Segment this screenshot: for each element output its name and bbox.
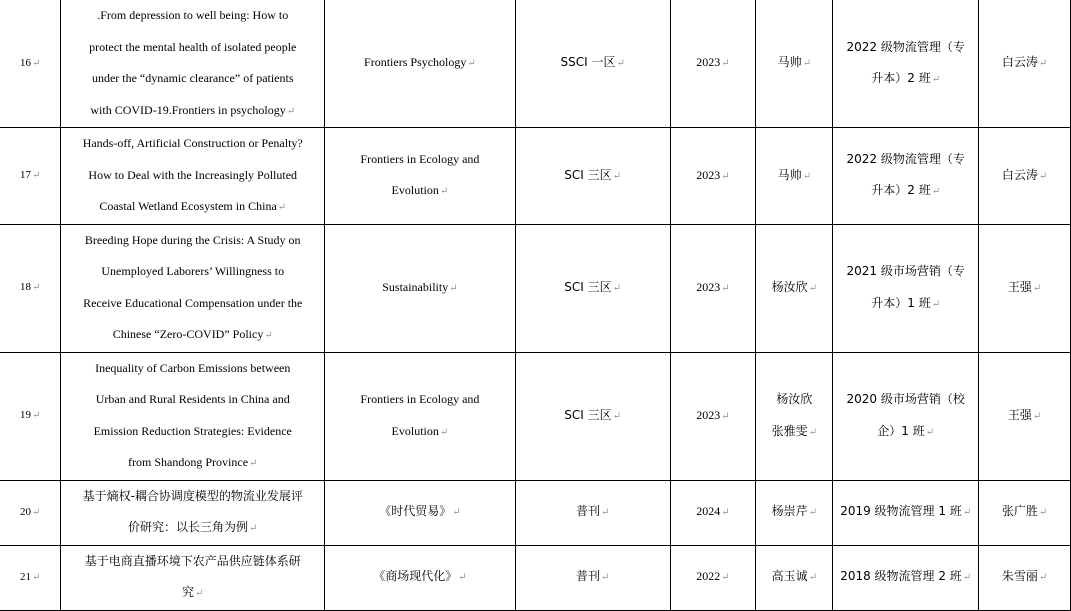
author-cell-line: 马帅 <box>777 55 802 70</box>
paper-title-cell-line: 基于电商直播环境下农产品供应链体系研 <box>84 553 301 568</box>
journal-cell-line: Evolution <box>391 183 439 198</box>
paragraph-mark-icon: ↵ <box>721 170 730 182</box>
paragraph-mark-icon: ↵ <box>32 410 41 422</box>
row-number-cell-line: 16 <box>20 56 32 69</box>
paragraph-mark-icon: ↵ <box>600 507 610 519</box>
author-cell <box>756 128 833 225</box>
paper-title-cell-line: 基于熵权-耦合协调度模型的物流业发展评 <box>82 488 303 503</box>
year-cell-line: 2023 <box>696 167 721 182</box>
paragraph-mark-icon: ↵ <box>1038 572 1048 584</box>
class-cell-line: 2021 级市场营销（专 <box>846 264 965 278</box>
paragraph-mark-icon: ↵ <box>32 506 41 518</box>
author-cell-line: 杨汝欣 <box>771 279 808 294</box>
paragraph-mark-icon: ↵ <box>802 58 812 70</box>
paper-title-cell-line: Hands-off, Artificial Construction or Penalty? <box>82 136 303 150</box>
paragraph-mark-icon: ↵ <box>721 572 730 584</box>
class-cell-line: 升本）2 班 <box>871 183 931 198</box>
paper-title-cell-line: protect the mental health of isolated people <box>89 39 297 54</box>
paragraph-mark-icon: ↵ <box>721 410 730 422</box>
level-cell-line: SCI 三区 <box>564 407 612 422</box>
paragraph-mark-icon: ↵ <box>1038 58 1048 70</box>
row-number-cell-line: 21 <box>20 570 32 583</box>
paragraph-mark-icon: ↵ <box>277 202 287 213</box>
paper-title-cell-line: Receive Educational Compensation under the <box>83 295 303 310</box>
row-number-cell-line: 20 <box>20 505 32 518</box>
paper-title-cell-line: from Shandong Province <box>128 455 249 469</box>
year-cell <box>670 224 756 352</box>
year-cell-line: 2023 <box>696 407 721 422</box>
advisor-cell-line: 朱雪丽 <box>1001 569 1038 584</box>
paragraph-mark-icon: ↵ <box>808 572 818 584</box>
paper-title-cell-line: Chinese “Zero-COVID” Policy <box>112 327 264 341</box>
year-cell <box>670 128 756 225</box>
class-cell-line: 升本）1 班 <box>871 295 931 310</box>
level-cell-line: 普刊 <box>575 569 600 584</box>
advisor-cell <box>979 545 1071 610</box>
table-row <box>0 0 1071 128</box>
paragraph-mark-icon: ↵ <box>616 58 625 70</box>
paper-title-cell-line: Coastal Wetland Ecosystem in China <box>99 199 277 213</box>
class-cell <box>833 128 979 225</box>
paragraph-mark-icon: ↵ <box>439 426 449 438</box>
advisor-cell <box>979 480 1071 545</box>
class-cell <box>833 480 979 545</box>
paragraph-mark-icon: ↵ <box>32 170 41 181</box>
author-cell <box>756 480 833 545</box>
journal-cell <box>325 128 516 225</box>
author-cell <box>756 545 833 610</box>
level-cell <box>515 480 670 545</box>
paragraph-mark-icon: ↵ <box>802 170 812 182</box>
advisor-cell-line: 王强 <box>1007 407 1032 422</box>
paragraph-mark-icon: ↵ <box>1038 170 1048 182</box>
paragraph-mark-icon: ↵ <box>612 282 622 294</box>
paragraph-mark-icon: ↵ <box>264 330 273 341</box>
paragraph-mark-icon: ↵ <box>249 458 258 469</box>
paper-title-cell <box>61 128 325 225</box>
level-cell <box>515 545 670 610</box>
paper-title-cell-line: 究 <box>182 585 195 599</box>
paragraph-mark-icon: ↵ <box>925 426 935 438</box>
class-cell <box>833 0 979 128</box>
paragraph-mark-icon: ↵ <box>962 507 972 519</box>
class-cell-line: 2022 级物流管理（专 <box>846 39 965 54</box>
author-cell-line: 杨汝欣 <box>776 392 813 406</box>
paper-title-cell-line: Emission Reduction Strategies: Evidence <box>93 423 292 438</box>
paragraph-mark-icon: ↵ <box>449 282 458 294</box>
table-row <box>0 224 1071 352</box>
class-cell-line: 企）1 班 <box>877 423 925 438</box>
advisor-cell <box>979 0 1071 128</box>
advisor-cell-line: 白云涛 <box>1001 167 1038 182</box>
level-cell-line: SSCI 一区 <box>560 55 616 70</box>
paragraph-mark-icon: ↵ <box>1032 282 1042 294</box>
journal-cell <box>325 480 516 545</box>
paper-title-cell-line: How to Deal with the Increasingly Polluted <box>88 167 298 182</box>
paper-title-cell-line: Urban and Rural Residents in China and <box>95 392 290 406</box>
class-cell-line: 2019 级物流管理 1 班 <box>840 504 962 519</box>
paragraph-mark-icon: ↵ <box>439 186 449 198</box>
paragraph-mark-icon: ↵ <box>808 426 818 438</box>
paragraph-mark-icon: ↵ <box>195 588 204 599</box>
paragraph-mark-icon: ↵ <box>600 572 610 584</box>
paragraph-mark-icon: ↵ <box>612 410 622 422</box>
year-cell-line: 2024 <box>696 504 721 519</box>
journal-cell <box>325 0 516 128</box>
paper-title-cell-line: Breeding Hope during the Crisis: A Study on <box>84 232 301 247</box>
author-cell-line: 张雅雯 <box>771 423 808 438</box>
paper-title-cell-line: 价研究：以长三角为例 <box>128 520 249 534</box>
paper-title-cell <box>61 0 325 128</box>
row-number-cell <box>0 128 61 225</box>
year-cell <box>670 545 756 610</box>
paragraph-mark-icon: ↵ <box>931 298 941 310</box>
year-cell <box>670 480 756 545</box>
paper-title-cell-line: Inequality of Carbon Emissions between <box>95 360 291 375</box>
journal-cell <box>325 352 516 480</box>
row-number-cell <box>0 0 61 128</box>
row-number-cell <box>0 545 61 610</box>
level-cell-line: SCI 三区 <box>564 279 612 294</box>
author-cell-line: 马帅 <box>777 167 802 182</box>
paragraph-mark-icon: ↵ <box>931 74 941 85</box>
paragraph-mark-icon: ↵ <box>1038 507 1048 519</box>
row-number-cell-line: 19 <box>20 409 32 422</box>
year-cell-line: 2023 <box>696 279 721 294</box>
class-cell-line: 2018 级物流管理 2 班 <box>840 569 962 584</box>
paragraph-mark-icon: ↵ <box>721 507 730 519</box>
paragraph-mark-icon: ↵ <box>249 523 258 534</box>
journal-cell <box>325 224 516 352</box>
paragraph-mark-icon: ↵ <box>32 282 41 294</box>
paper-title-cell-line: Unemployed Laborers’ Willingness to <box>101 264 285 278</box>
paragraph-mark-icon: ↵ <box>962 572 972 584</box>
paragraph-mark-icon: ↵ <box>458 572 467 584</box>
paragraph-mark-icon: ↵ <box>721 282 730 294</box>
journal-cell-line: Frontiers Psychology <box>364 55 467 70</box>
year-cell-line: 2023 <box>696 55 721 70</box>
level-cell-line: SCI 三区 <box>564 167 612 182</box>
journal-cell-line: Evolution <box>391 423 439 438</box>
paragraph-mark-icon: ↵ <box>467 58 476 70</box>
advisor-cell <box>979 128 1071 225</box>
paper-title-cell-line: under the “dynamic clearance” of patients <box>91 71 294 85</box>
journal-cell-line: Frontiers in Ecology and <box>360 151 480 166</box>
paper-title-cell <box>61 352 325 480</box>
paragraph-mark-icon: ↵ <box>286 105 296 117</box>
paragraph-mark-icon: ↵ <box>721 58 730 70</box>
paragraph-mark-icon: ↵ <box>1032 410 1042 422</box>
level-cell-line: 普刊 <box>575 504 600 519</box>
paragraph-mark-icon: ↵ <box>931 186 941 198</box>
advisor-cell-line: 白云涛 <box>1001 55 1038 70</box>
paper-title-cell <box>61 224 325 352</box>
level-cell <box>515 128 670 225</box>
paper-title-cell <box>61 545 325 610</box>
author-cell <box>756 224 833 352</box>
level-cell <box>515 352 670 480</box>
author-cell-line: 高玉诚 <box>771 569 808 584</box>
table-row <box>0 480 1071 545</box>
paragraph-mark-icon: ↵ <box>452 507 461 519</box>
paragraph-mark-icon: ↵ <box>32 571 41 583</box>
row-number-cell <box>0 352 61 480</box>
year-cell-line: 2022 <box>696 569 721 584</box>
year-cell <box>670 352 756 480</box>
journal-cell-line: 《时代贸易》 <box>379 504 452 519</box>
table-row <box>0 352 1071 480</box>
paragraph-mark-icon: ↵ <box>808 282 818 294</box>
year-cell <box>670 0 756 128</box>
paragraph-mark-icon: ↵ <box>808 507 818 519</box>
row-number-cell-line: 17 <box>20 169 32 181</box>
class-cell-line: 升本）2 班 <box>871 71 931 85</box>
table-row <box>0 545 1071 610</box>
advisor-cell-line: 王强 <box>1007 279 1032 294</box>
paragraph-mark-icon: ↵ <box>32 57 41 69</box>
class-cell <box>833 545 979 610</box>
row-number-cell <box>0 224 61 352</box>
paper-title-cell-line: with COVID-19.Frontiers in psychology <box>90 102 286 117</box>
paragraph-mark-icon: ↵ <box>612 170 622 182</box>
level-cell <box>515 0 670 128</box>
advisor-cell <box>979 224 1071 352</box>
author-cell <box>756 352 833 480</box>
paper-title-cell-line: .From depression to well being: How to <box>97 8 289 22</box>
table-row <box>0 128 1071 225</box>
level-cell <box>515 224 670 352</box>
row-number-cell <box>0 480 61 545</box>
advisor-cell-line: 张广胜 <box>1001 504 1038 519</box>
paper-title-cell <box>61 480 325 545</box>
journal-cell-line: Sustainability <box>382 279 449 294</box>
advisor-cell <box>979 352 1071 480</box>
journal-cell <box>325 545 516 610</box>
author-cell <box>756 0 833 128</box>
class-cell <box>833 224 979 352</box>
class-cell-line: 2020 级市场营销（校 <box>846 392 965 406</box>
class-cell <box>833 352 979 480</box>
journal-cell-line: Frontiers in Ecology and <box>360 392 480 406</box>
journal-cell-line: 《商场现代化》 <box>373 569 458 584</box>
row-number-cell-line: 18 <box>20 281 32 294</box>
author-cell-line: 杨崇芹 <box>771 504 808 519</box>
class-cell-line: 2022 级物流管理（专 <box>846 151 965 166</box>
